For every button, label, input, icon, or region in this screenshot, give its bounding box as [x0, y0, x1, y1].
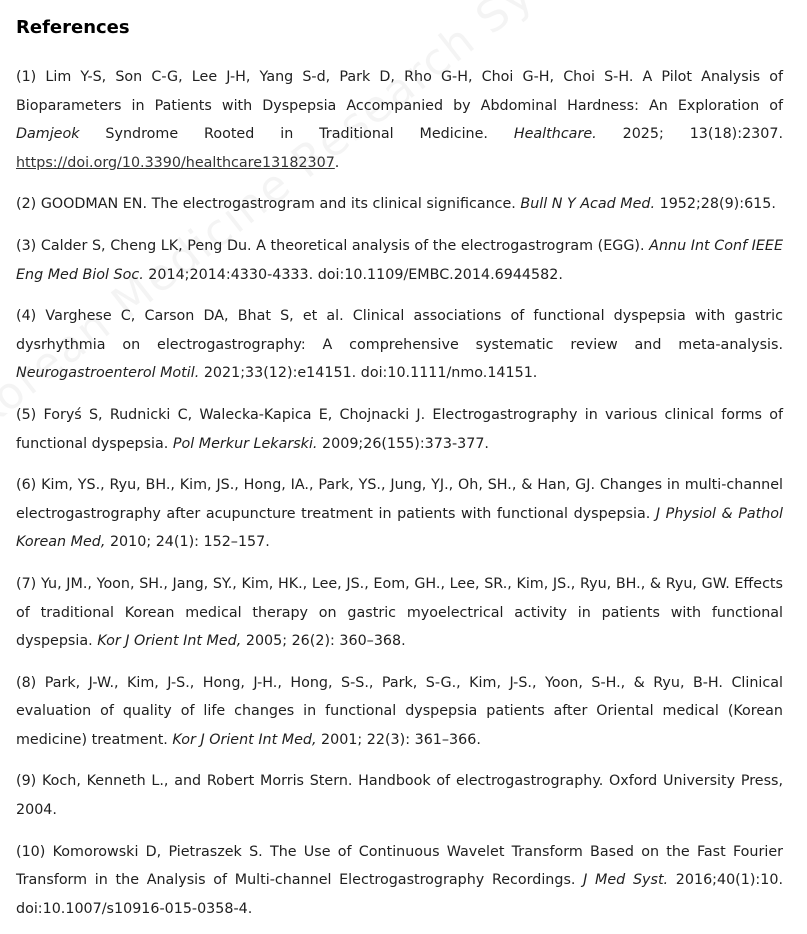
reference-number: (10)	[16, 843, 46, 860]
reference-journal: Neurogastroenterol Motil.	[16, 365, 200, 382]
reference-text: Koch, Kenneth L., and Robert Morris Stern. Handbook of electrogastrography. Oxford University Press, 2004.	[16, 773, 784, 819]
reference-details: 2016;40(1):10. doi:10.1007/s10916-015-0358-4.	[16, 872, 783, 917]
reference-details: 2009;26(155):373-377.	[317, 435, 489, 452]
reference-details: 2005; 26(2): 360–368.	[241, 633, 406, 650]
reference-journal: Pol Merkur Lekarski.	[172, 435, 318, 452]
reference-text: Foryś S, Rudnicki C, Walecka-Kapica E, Chojnacki J. Electrogastrography in various clinical forms of functional dyspepsia.	[16, 406, 783, 452]
page-title: References	[16, 17, 130, 38]
reference-item-7	[16, 570, 783, 656]
reference-journal: Kor J Orient Int Med,	[97, 633, 242, 650]
doi-link[interactable]: https://doi.org/10.3390/healthcare13182307	[16, 154, 335, 171]
reference-item-6	[16, 471, 783, 557]
reference-journal: Bull N Y Acad Med.	[520, 196, 656, 213]
reference-number: (3)	[16, 237, 37, 254]
reference-journal: Annu Int Conf IEEE Eng Med Biol Soc.	[16, 237, 783, 283]
reference-journal: J Med Syst.	[583, 872, 669, 889]
reference-details: 2001; 22(3): 361–366.	[316, 731, 481, 748]
reference-details: 2021;33(12):e14151. doi:10.1111/nmo.14151.	[199, 365, 538, 382]
reference-number: (9)	[16, 773, 37, 790]
reference-text: Yu, JM., Yoon, SH., Jang, SY., Kim, HK., Lee, JS., Eom, GH., Lee, SR., Kim, JS., Ryu, BH., & Ryu, GW. Effects of traditional Korean medical therapy on gastric myoelectrical activity in patients with functional dyspepsia.	[16, 575, 783, 650]
reference-text: Kim, YS., Ryu, BH., Kim, JS., Hong, IA., Park, YS., Jung, YJ., Oh, SH., & Han, GJ. Changes in multi-channel electrogastrography after acupuncture treatment in patients with functional dyspepsia.	[16, 477, 783, 522]
reference-number: (6)	[16, 477, 37, 494]
reference-journal: Kor J Orient Int Med,	[172, 731, 317, 748]
reference-details: 2025; 13(18):2307.	[596, 126, 783, 143]
reference-tail: .	[334, 154, 340, 171]
reference-item-10	[16, 838, 783, 924]
reference-text: Komorowski D, Pietraszek S. The Use of Continuous Wavelet Transform Based on the Fast Fourier Transform in the Analysis of Multi-channel Electrogastrography Recordings.	[16, 843, 784, 889]
reference-italic-term: Damjeok	[16, 126, 80, 143]
reference-text: GOODMAN EN. The electrogastrogram and its clinical significance.	[40, 196, 521, 213]
reference-number: (2)	[16, 196, 37, 213]
reference-details: 1952;28(9):615.	[655, 196, 776, 213]
reference-number: (4)	[16, 308, 37, 325]
reference-item-8	[16, 669, 783, 755]
reference-journal: Healthcare.	[513, 126, 597, 143]
reference-item-4	[16, 302, 783, 388]
reference-number: (5)	[16, 406, 37, 423]
reference-item-1	[16, 63, 783, 177]
reference-text: Varghese C, Carson DA, Bhat S, et al. Clinical associations of functional dyspepsia with gastric dysrhythmia on electrogastrography: A comprehensive systematic review and meta-analysis.	[16, 308, 784, 353]
reference-title: Syndrome Rooted in Traditional Medicine.	[79, 126, 514, 143]
reference-journal: J Physiol & Pathol Korean Med,	[16, 505, 783, 551]
reference-item-3	[16, 232, 783, 289]
reference-number: (1)	[16, 69, 37, 85]
reference-item-2	[16, 190, 783, 219]
reference-text: Calder S, Cheng LK, Peng Du. A theoretical analysis of the electrogastrogram (EGG).	[40, 237, 650, 254]
reference-number: (7)	[16, 575, 37, 592]
reference-number: (8)	[16, 674, 37, 691]
reference-details: 2010; 24(1): 152–157.	[105, 534, 270, 551]
reference-authors: Lim Y-S, Son C-G, Lee J-H, Yang S-d, Park D, Rho G-H, Choi G-H, Choi S-H. A Pilot Analysis of Bioparameters in Patients with Dyspepsia Accompanied by Abdominal Hardness: An Exploration of	[16, 69, 783, 114]
reference-item-9	[16, 767, 783, 824]
reference-details: 2014;2014:4330-4333. doi:10.1109/EMBC.2014.6944582.	[143, 266, 563, 283]
reference-item-5	[16, 401, 783, 458]
reference-text: Park, J-W., Kim, J-S., Hong, J-H., Hong, S-S., Park, S-G., Kim, J-S., Yoon, S-H., & Ryu, B-H. Clinical evaluation of quality of life changes in functional dyspepsia patients after Oriental medical (Korean medicine) treatment.	[16, 674, 783, 748]
